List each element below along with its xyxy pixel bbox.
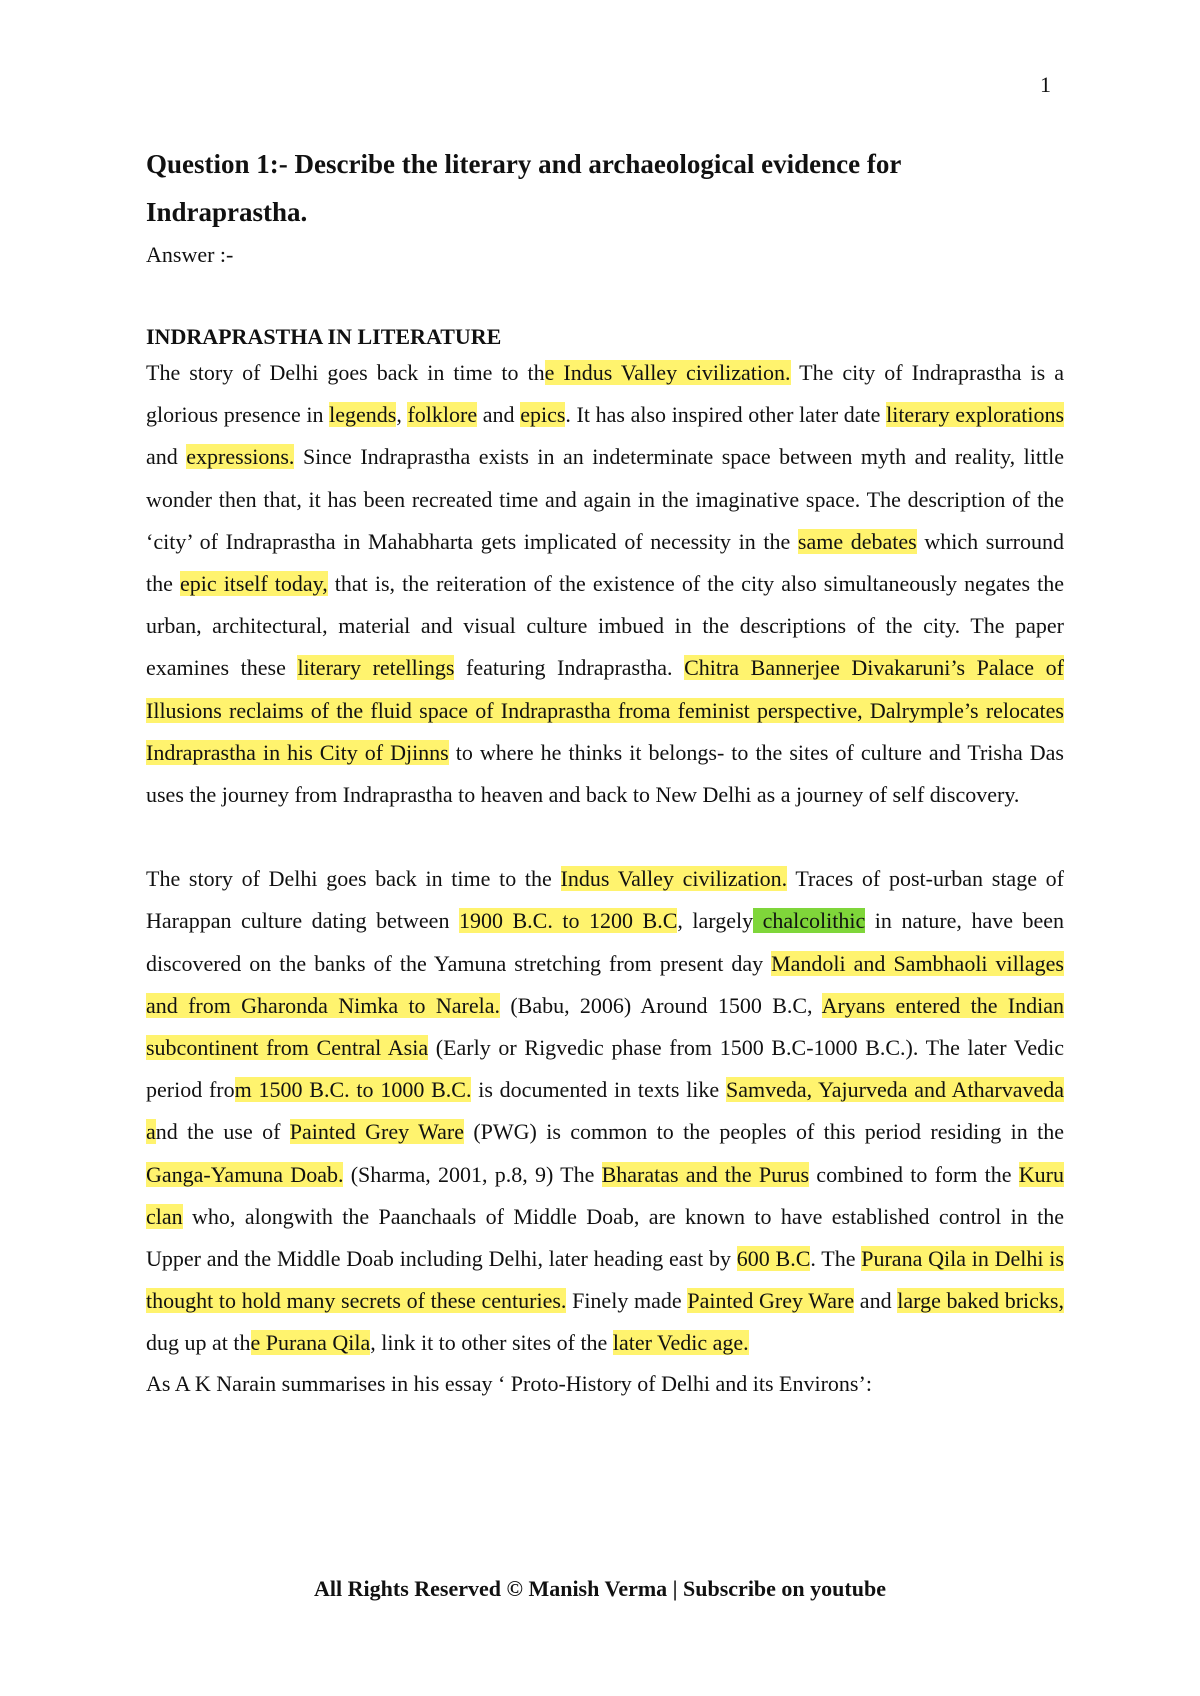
highlight: epic itself today,	[179, 571, 328, 597]
text-segment: (Babu, 2006) Around 1500 B.C,	[500, 992, 822, 1018]
highlight: Chitra Bannerjee Divakaruni’s Palace of Illusions reclaims of the fluid space of Indraprastha froma feminist perspective, Dalrymple’s relocates Indraprastha in his City of Djinns	[146, 655, 1064, 765]
text-segment: , largely	[677, 908, 754, 934]
text-segment: dug up at th	[146, 1330, 251, 1356]
text-segment: (Early or Rigvedic phase from 1500 B.C-1000 B.C.). The later Vedic period fro	[146, 1035, 1064, 1103]
page-number: 1	[1040, 72, 1051, 97]
highlight: Purana Qila in Delhi is thought to hold many secrets of these centuries.	[146, 1246, 1064, 1314]
highlight: expressions.	[186, 444, 295, 470]
text-segment: in nature, have been discovered on the banks of the Yamuna stretching from present day	[146, 908, 1065, 976]
highlight: Kuru clan	[146, 1161, 1064, 1229]
highlight: Painted Grey Ware	[289, 1119, 464, 1145]
highlight: Aryans entered the Indian subcontinent from Central Asia	[146, 992, 1064, 1061]
highlight: Painted Grey Ware	[687, 1288, 855, 1314]
highlight-green: chalcolithic	[753, 908, 866, 934]
highlight: epics	[520, 402, 566, 428]
highlight: Ganga-Yamuna Doab.	[146, 1161, 344, 1187]
highlight: literary retellings	[297, 655, 455, 681]
highlight: Indus Valley civilization.	[560, 866, 788, 892]
highlight: large baked bricks,	[897, 1288, 1064, 1314]
section-heading: INDRAPRASTHA IN LITERATURE	[146, 324, 502, 349]
text-segment: combined to form the	[809, 1161, 1019, 1187]
highlight: literary explorations	[886, 402, 1065, 428]
paragraph-archaeology	[146, 858, 1064, 1364]
highlight: later Vedic age.	[612, 1330, 749, 1356]
text-segment: is documented in texts like	[471, 1077, 726, 1103]
text-segment: . It has also inspired other later date	[565, 402, 887, 428]
text-segment: Traces of post-urban stage of Harappan culture dating between	[146, 866, 1064, 934]
text-segment: The story of Delhi goes back in time to the	[146, 866, 561, 892]
document-body	[146, 140, 1064, 1403]
text-segment: Since Indraprastha exists in an indeterminate space between myth and reality, little wonder then that, it has been recreated time and again in the imaginative space. The description of the ‘city’ of Indraprastha in Mahabharta gets implicated of necessity in the	[146, 444, 1064, 554]
highlight: e Indus Valley civilization.	[544, 360, 791, 385]
text-segment: The story of Delhi goes back in time to th	[146, 360, 545, 385]
highlight: 600 B.C	[736, 1246, 811, 1272]
answer-label: Answer :-	[146, 242, 234, 267]
text-segment: The city of Indraprastha is a glorious presence in	[146, 360, 1064, 428]
highlight: m 1500 B.C. to 1000 B.C.	[234, 1077, 472, 1103]
text-segment: . The	[810, 1246, 862, 1272]
highlight: e Purana Qila	[250, 1330, 371, 1356]
question-title: Question 1:- Describe the literary and archaeological evidence for Indraprastha.	[146, 149, 901, 227]
highlight: same debates	[797, 528, 917, 554]
text-segment: ,	[396, 402, 408, 428]
highlight: Bharatas and the Purus	[601, 1161, 810, 1187]
highlight: legends	[329, 402, 397, 428]
footer-copyright: All Rights Reserved © Manish Verma | Subscribe on youtube	[314, 1576, 886, 1601]
text-segment: nd the use of	[155, 1119, 290, 1145]
text-segment: which surround the	[146, 528, 1065, 597]
highlight: folklore	[407, 402, 478, 428]
text-segment: Finely made	[566, 1288, 688, 1314]
text-segment: (Sharma, 2001, p.8, 9) The	[343, 1161, 602, 1187]
highlight: Samveda, Yajurveda and Atharvaveda a	[146, 1077, 1064, 1145]
highlight: Mandoli and Sambhaoli villages and from Gharonda Nimka to Narela.	[146, 950, 1064, 1018]
text-segment: and	[854, 1288, 898, 1314]
paragraph-quote-intro: As A K Narain summarises in his essay ‘ Proto-History of Delhi and its Environs’:	[146, 1370, 872, 1396]
text-segment: and	[146, 444, 187, 470]
text-segment: and	[477, 402, 521, 428]
text-segment: (PWG) is common to the peoples of this period residing in the	[463, 1119, 1064, 1145]
text-segment: to where he thinks it belongs- to the sites of culture and Trisha Das uses the journey from Indraprastha to heaven and back to New Delhi as a journey of self discovery.	[146, 739, 1064, 808]
text-segment: who, alongwith the Paanchaals of Middle Doab, are known to have established control in the Upper and the Middle Doab including Delhi, later heading east by	[146, 1203, 1064, 1272]
paragraph-literature	[146, 352, 1064, 816]
text-segment: featuring Indraprastha.	[454, 655, 685, 681]
text-segment: that is, the reiteration of the existence of the city also simultaneously negates the urban, architectural, material and visual culture imbued in the descriptions of the city. The paper examines these	[146, 571, 1064, 681]
text-segment: , link it to other sites of the	[370, 1330, 613, 1356]
highlight: 1900 B.C. to 1200 B.C	[458, 908, 678, 934]
